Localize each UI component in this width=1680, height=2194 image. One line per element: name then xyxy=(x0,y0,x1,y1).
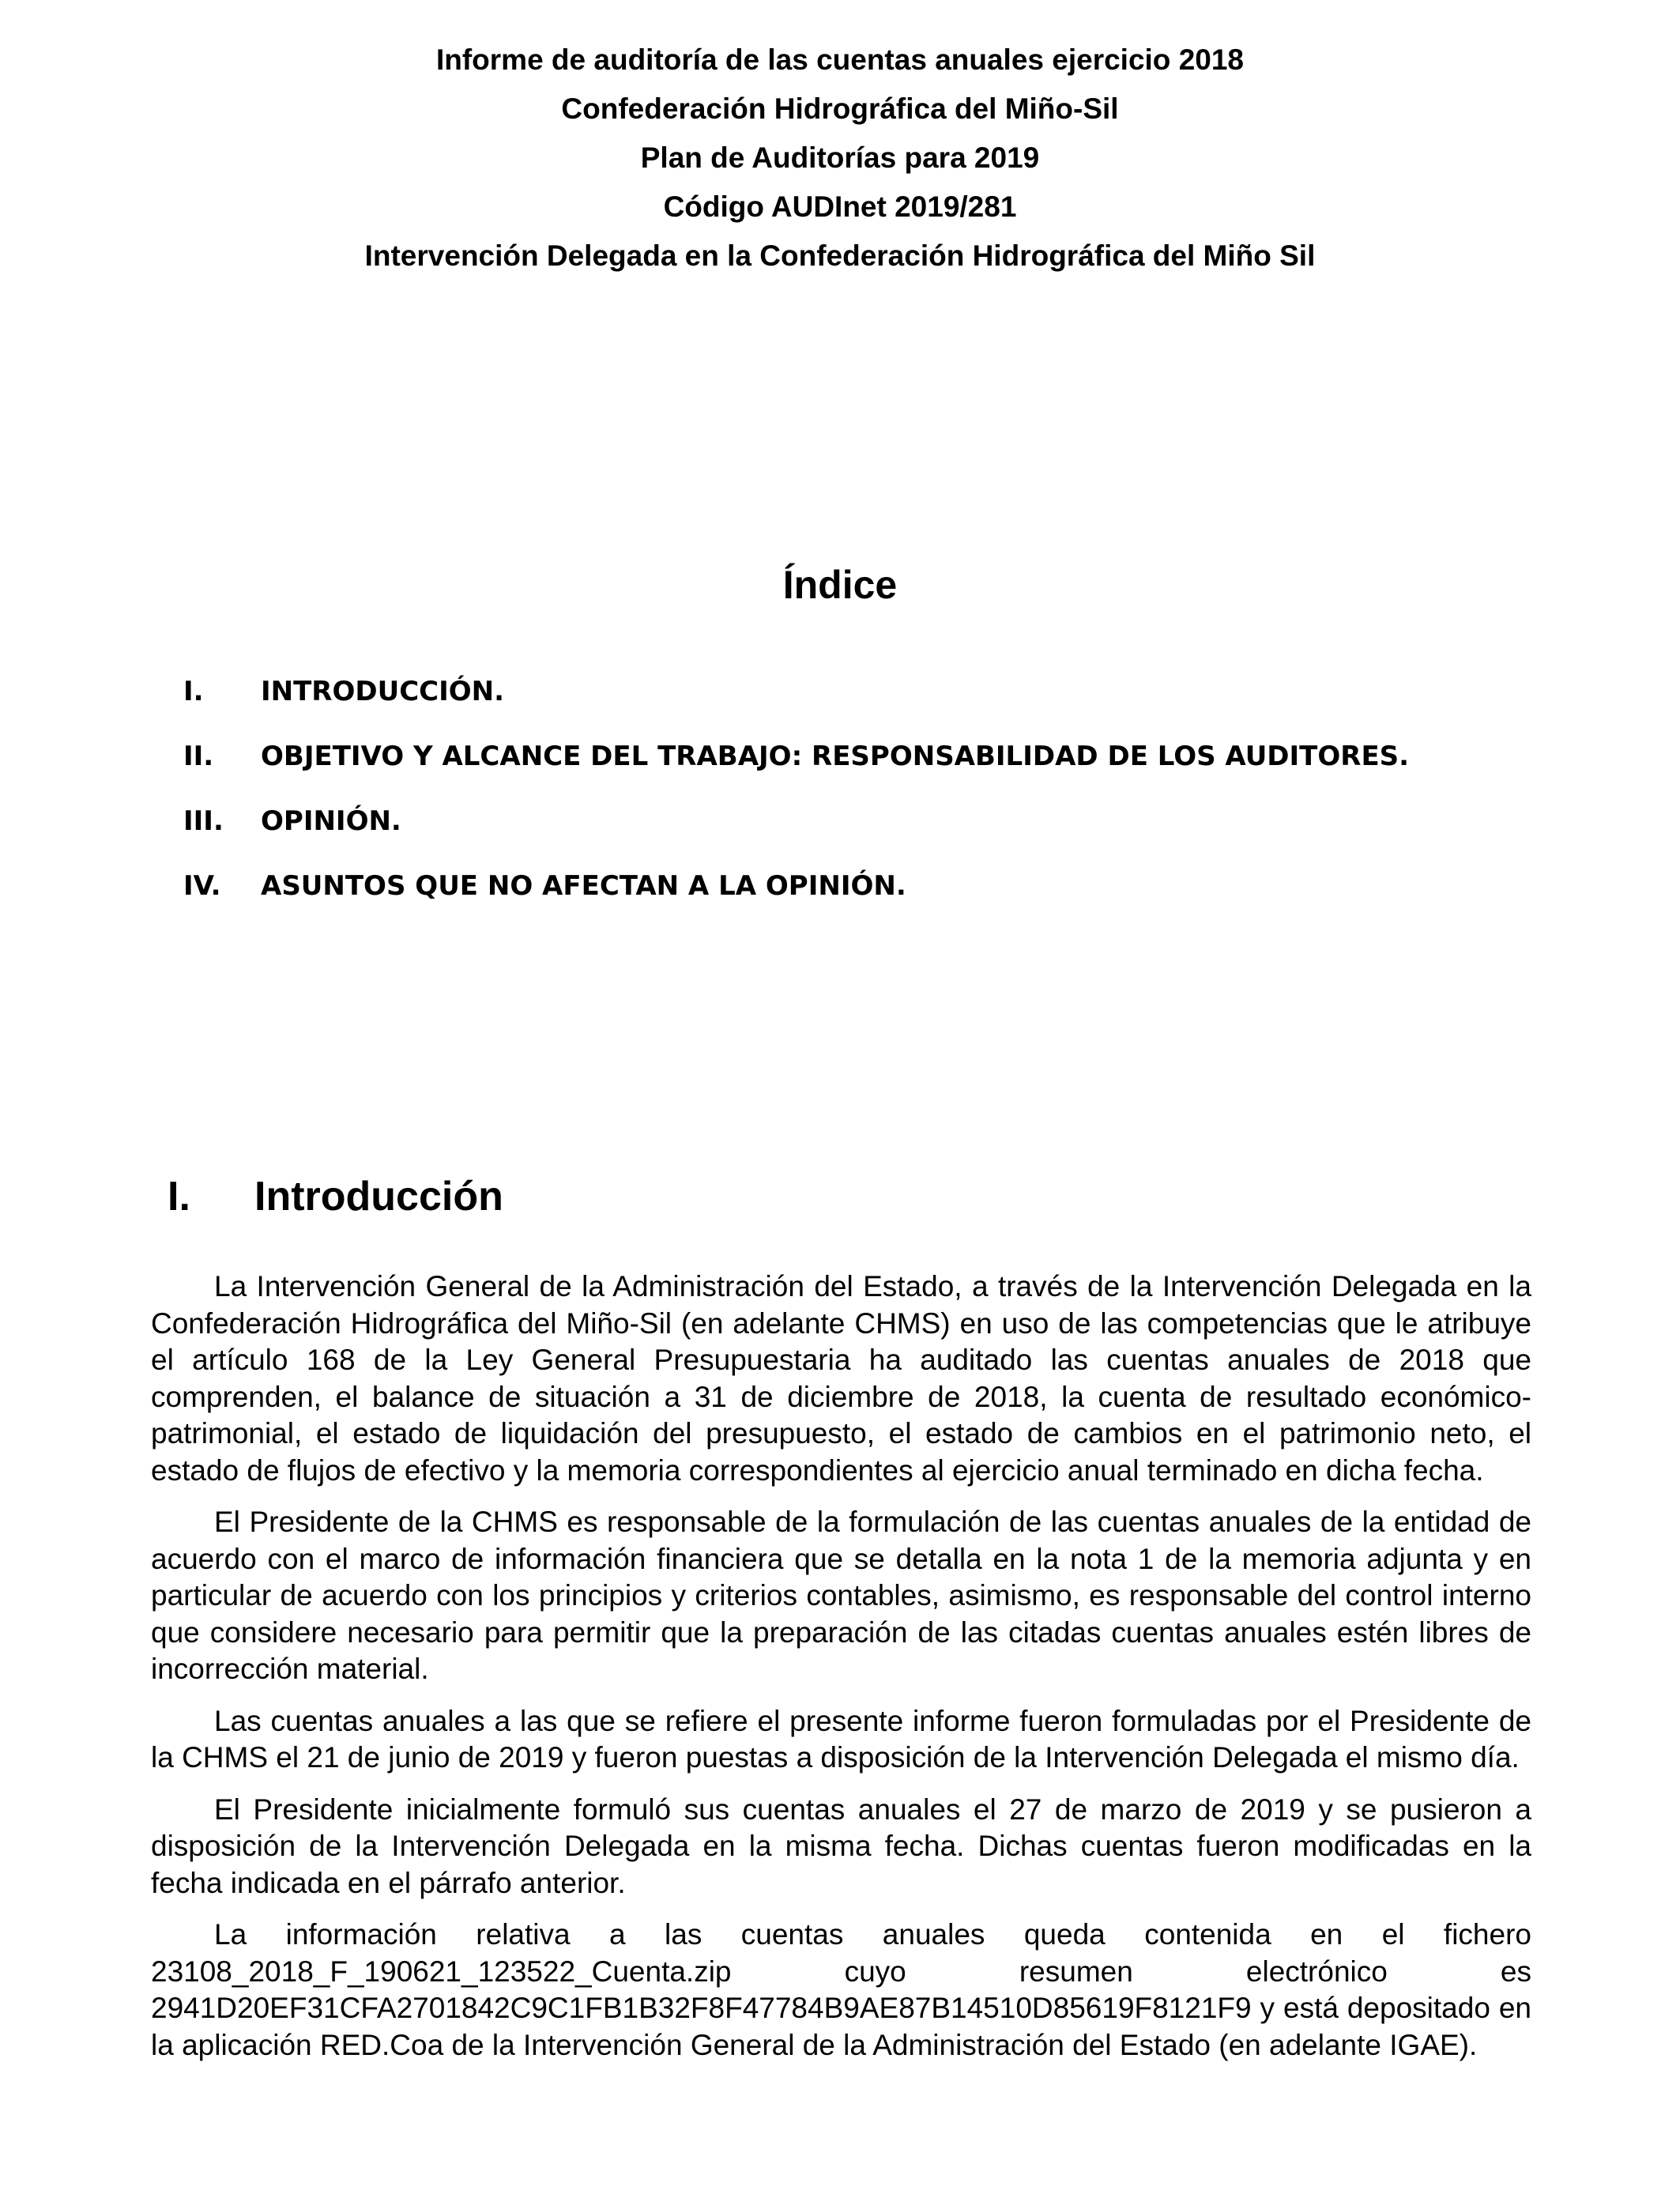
header-audit-plan: Plan de Auditorías para 2019 xyxy=(640,141,1040,174)
header-report-title: Informe de auditoría de las cuentas anuales ejercicio 2018 xyxy=(435,43,1245,76)
index-title: Índice xyxy=(782,563,898,607)
toc-item-label: INTRODUCCIÓN. xyxy=(261,676,505,707)
toc-item-number: I. xyxy=(183,676,204,707)
toc-item[interactable] xyxy=(183,737,1409,801)
paragraph: La información relativa a las cuentas anuales queda contenida en el fichero 23108_2018_F_190621_123522_Cuenta.zip cuyo resumen electrónico es 2941D20EF31CFA2701842C9C1FB1B32F8F47784B9AE87B14510D85619F8121F9 y está depositado en la aplicación RED.Coa de la Intervención General de la Administración del Estado (en adelante IGAE). xyxy=(151,1918,1531,2061)
toc-item[interactable] xyxy=(183,801,1409,866)
report-header xyxy=(0,36,1680,281)
paragraph: Las cuentas anuales a las que se refiere el presente informe fueron formuladas por el Presidente de la CHMS el 21 de junio de 2019 y fueron puestas a disposición de la Intervención Delegada el mismo día. xyxy=(151,1704,1531,1774)
section-body xyxy=(151,1269,1531,2079)
toc-item[interactable] xyxy=(183,672,1409,737)
table-of-contents xyxy=(183,672,1409,931)
header-intervention: Intervención Delegada en la Confederación Hidrográfica del Miño Sil xyxy=(364,239,1316,272)
toc-item[interactable] xyxy=(183,866,1409,931)
header-entity-name: Confederación Hidrográfica del Miño-Sil xyxy=(561,92,1119,125)
paragraph: El Presidente inicialmente formuló sus cuentas anuales el 27 de marzo de 2019 y se pusieron a disposición de la Intervención Delegada en la misma fecha. Dichas cuentas fueron modificadas en la fecha indicada en el párrafo anterior. xyxy=(151,1793,1531,1899)
toc-item-number: II. xyxy=(183,741,214,772)
section-number: I. xyxy=(168,1174,190,1220)
section-title: Introducción xyxy=(254,1174,503,1220)
paragraph: El Presidente de la CHMS es responsable de la formulación de las cuentas anuales de la entidad de acuerdo con el marco de información financiera que se detalla en la nota 1 de la memoria adjunta y en particular de acuerdo con los principios y criterios contables, asimismo, es responsable del control interno que considere necesario para permitir que la preparación de las citadas cuentas anuales estén libres de incorrección material. xyxy=(151,1506,1531,1685)
toc-item-label: OPINIÓN. xyxy=(261,805,401,837)
toc-item-label: OBJETIVO Y ALCANCE DEL TRABAJO: RESPONSABILIDAD DE LOS AUDITORES. xyxy=(261,741,1410,772)
toc-item-number: IV. xyxy=(183,870,221,902)
header-audinet-code: Código AUDInet 2019/281 xyxy=(663,190,1017,223)
toc-item-number: III. xyxy=(183,805,224,837)
toc-item-label: ASUNTOS QUE NO AFECTAN A LA OPINIÓN. xyxy=(261,870,906,902)
section-heading-introduccion xyxy=(168,1171,503,1222)
paragraph: La Intervención General de la Administración del Estado, a través de la Intervención Delegada en la Confederación Hidrográfica del Miño-Sil (en adelante CHMS) en uso de las competencias que le atribuye el artículo 168 de la Ley General Presupuestaria ha auditado las cuentas anuales de 2018 que comprenden, el balance de situación a 31 de diciembre de 2018, la cuenta de resultado económico-patrimonial, el estado de liquidación del presupuesto, el estado de cambios en el patrimonio neto, el estado de flujos de efectivo y la memoria correspondientes al ejercicio anual terminado en dicha fecha. xyxy=(151,1270,1531,1487)
